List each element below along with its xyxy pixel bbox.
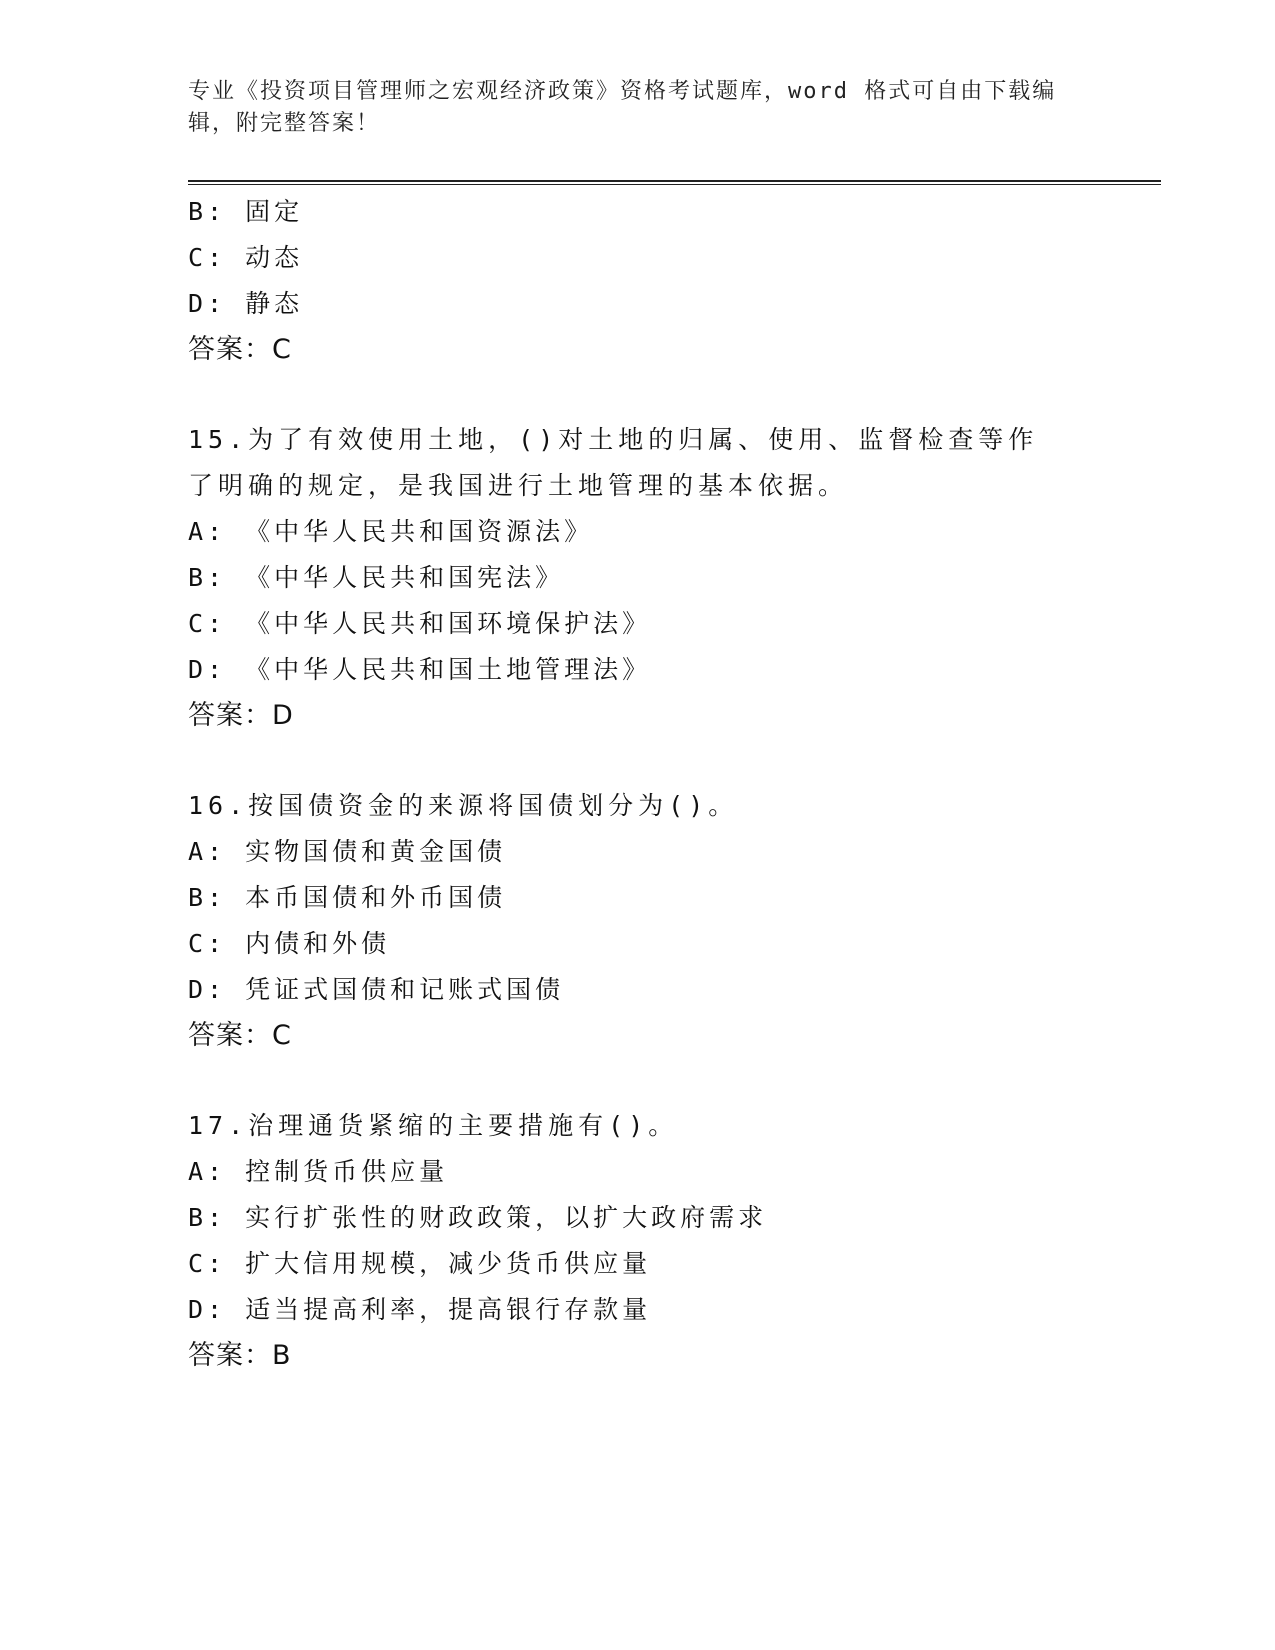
option-b: B: 《中华人民共和国宪法》 — [188, 563, 565, 592]
option-a: A: 《中华人民共和国资源法》 — [188, 517, 594, 546]
spacer — [188, 1059, 1088, 1103]
document-header: 专业《投资项目管理师之宏观经济政策》资格考试题库，word 格式可自由下载编辑，附完整答案！ — [188, 79, 1057, 136]
spacer — [188, 373, 1088, 417]
option-d: D: 适当提高利率，提高银行存款量 — [188, 1295, 652, 1324]
question-text: 15.为了有效使用土地，()对土地的归属、使用、监督检查等作了明确的规定，是我国进行土地管理的基本依据。 — [188, 425, 1039, 500]
question-list — [188, 189, 1088, 1379]
option-d: D: 《中华人民共和国土地管理法》 — [188, 655, 652, 684]
option-b: B: 实行扩张性的财政政策，以扩大政府需求 — [188, 1203, 768, 1232]
answer-line: 答案：C — [188, 334, 292, 365]
answer-line: 答案：D — [188, 700, 294, 731]
option-a: A: 控制货币供应量 — [188, 1157, 449, 1186]
option-b: B: 本币国债和外币国债 — [188, 883, 507, 912]
header-divider-thick — [188, 180, 1161, 182]
option-d: D: 凭证式国债和记账式国债 — [188, 975, 565, 1004]
option-c: C: 《中华人民共和国环境保护法》 — [188, 609, 652, 638]
question-17-block — [188, 1103, 1088, 1379]
spacer — [188, 739, 1088, 783]
option-a: A: 实物国债和黄金国债 — [188, 837, 507, 866]
question-14-block — [188, 189, 1088, 373]
question-text: 16.按国债资金的来源将国债划分为()。 — [188, 791, 739, 820]
question-16-block — [188, 783, 1088, 1059]
question-15-block — [188, 417, 1088, 739]
answer-line: 答案：C — [188, 1020, 292, 1051]
header-divider-thin — [188, 184, 1161, 185]
option-c: C: 扩大信用规模，减少货币供应量 — [188, 1249, 652, 1278]
question-text: 17.治理通货紧缩的主要措施有()。 — [188, 1111, 679, 1140]
answer-line: 答案：B — [188, 1340, 292, 1371]
option-b: B: 固定 — [188, 197, 304, 226]
option-d: D: 静态 — [188, 289, 304, 318]
option-c: C: 动态 — [188, 243, 304, 272]
option-c: C: 内债和外债 — [188, 929, 391, 958]
